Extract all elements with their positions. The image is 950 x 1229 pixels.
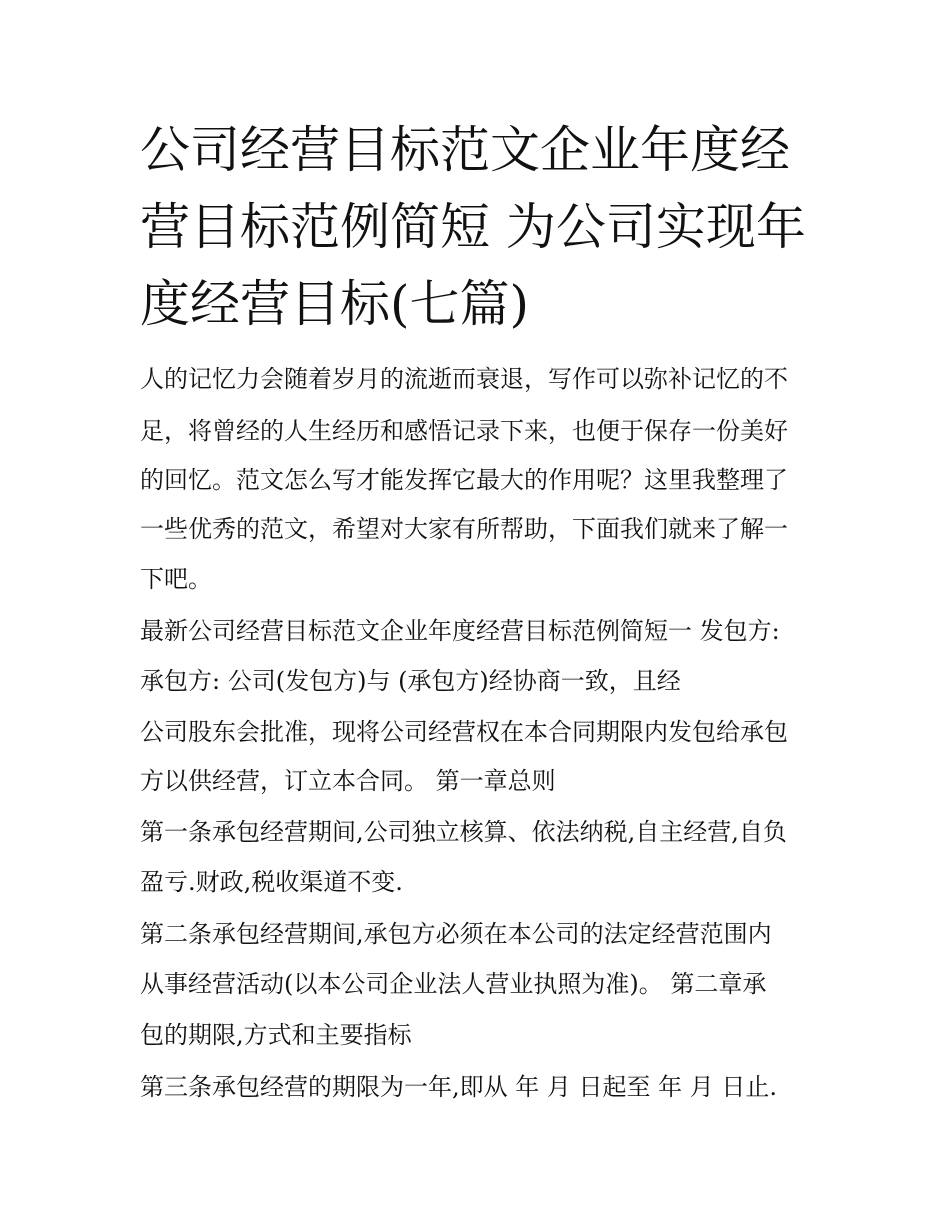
document-title	[140, 112, 820, 343]
title-line-1: 公司经营目标范文企业年度经	[140, 121, 790, 179]
paragraph-line: 下吧。	[140, 565, 212, 593]
paragraph-line: 一些优秀的范文，希望对大家有所帮助，下面我们就来了解一	[140, 515, 788, 543]
paragraph-line: 人的记忆力会随着岁月的流逝而衰退，写作可以弥补记忆的不	[140, 365, 788, 393]
paragraph-line: 承包方: 公司(发包方)与 (承包方)经协商一致，且经	[140, 667, 681, 695]
title-line-2: 营目标范例简短 为公司实现年	[140, 198, 806, 256]
paragraph-line: 第一条承包经营期间,公司独立核算、依法纳税,自主经营,自负	[140, 818, 787, 846]
paragraph-line: 方以供经营，订立本合同。 第一章总则	[140, 767, 556, 795]
paragraph-line: 公司股东会批准，现将公司经营权在本合同期限内发包给承包	[140, 718, 788, 746]
title-line-3: 度经营目标(七篇)	[140, 275, 530, 333]
paragraph-line: 足，将曾经的人生经历和感悟记录下来，也便于保存一份美好	[140, 417, 788, 445]
paragraph-line: 从事经营活动(以本公司企业法人营业执照为准)。 第二章承	[140, 970, 767, 998]
paragraph-line: 第二条承包经营期间,承包方必须在本公司的法定经营范围内	[140, 920, 772, 948]
paragraph-line: 的回忆。范文怎么写才能发挥它最大的作用呢？这里我整理了	[140, 466, 788, 494]
paragraph-line: 最新公司经营目标范文企业年度经营目标范例简短一 发包方:	[140, 617, 780, 645]
paragraph-line: 包的期限,方式和主要指标	[140, 1021, 412, 1049]
paragraph-line: 盈亏.财政,税收渠道不变.	[140, 868, 403, 896]
paragraph-line: 第三条承包经营的期限为一年,即从 年 月 日起至 年 月 日止.	[140, 1073, 778, 1101]
